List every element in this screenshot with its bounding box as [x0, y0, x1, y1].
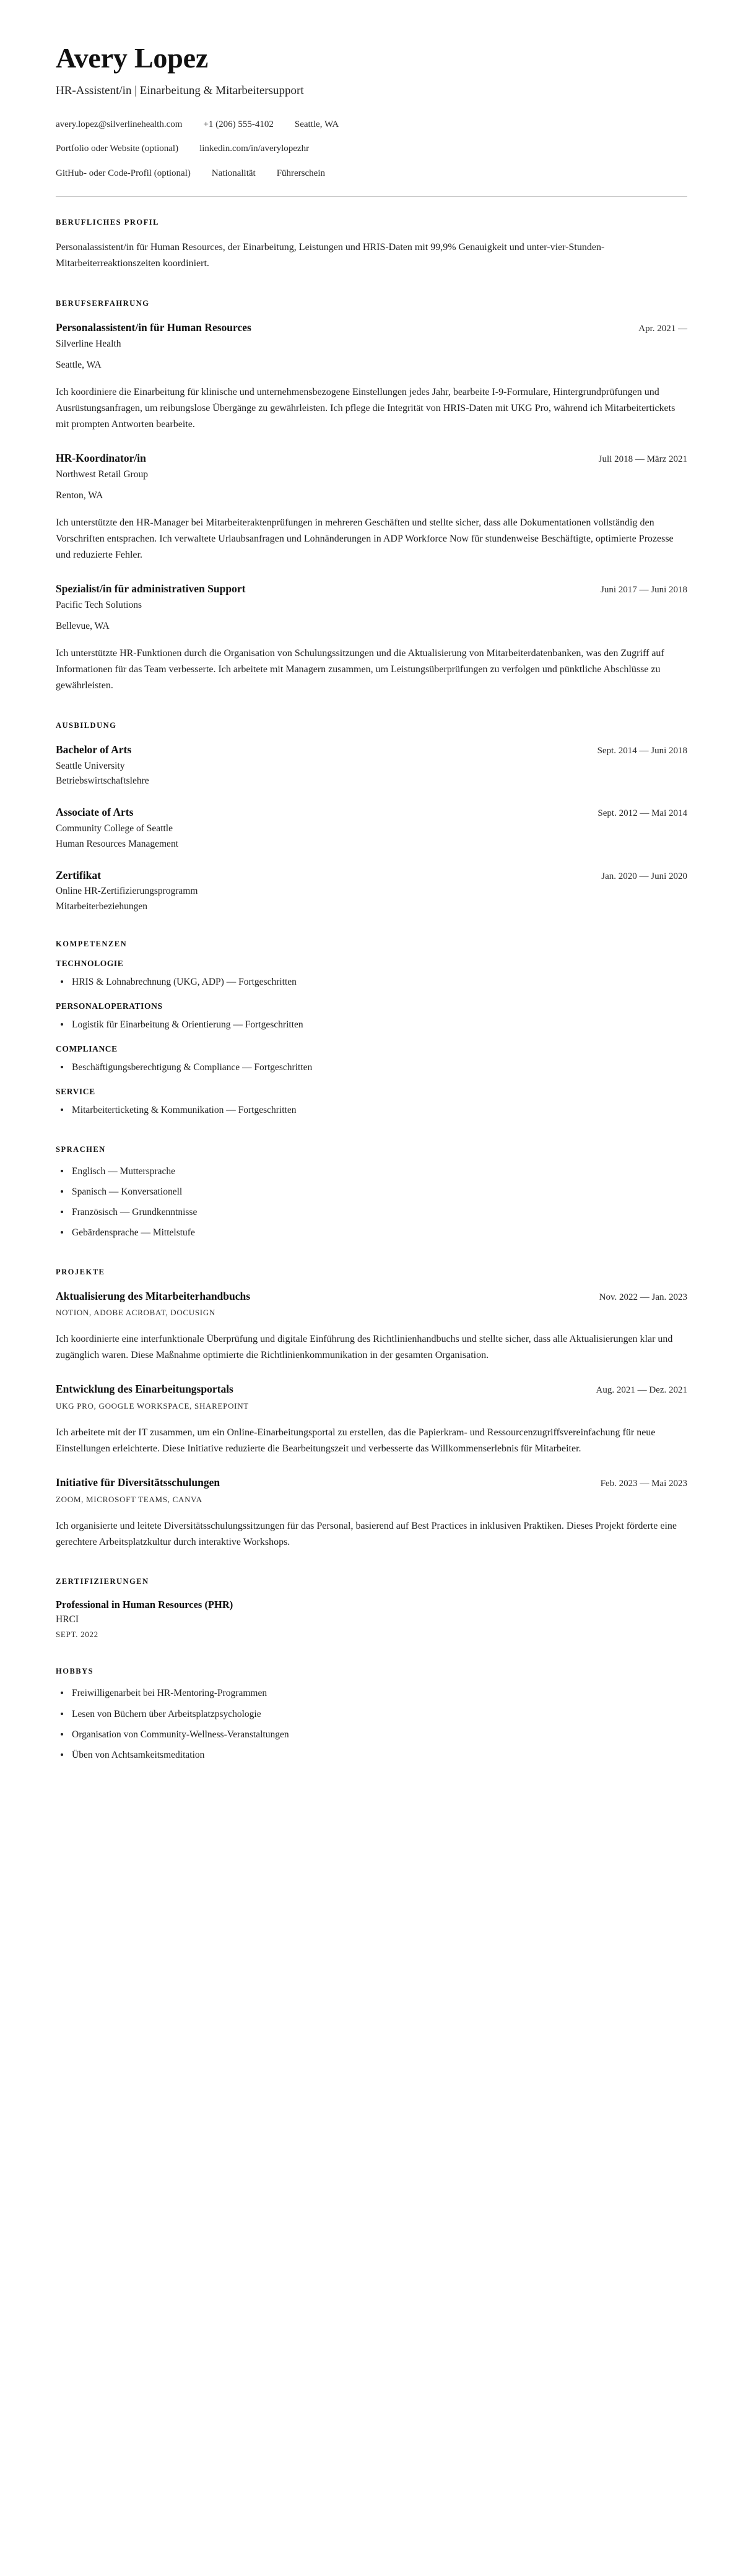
skill-group [56, 1087, 687, 1117]
contact-portfolio[interactable]: Portfolio oder Website (optional) [56, 144, 179, 154]
education-entry-head [56, 868, 687, 883]
project-dates: Nov. 2022 — Jan. 2023 [599, 1292, 687, 1302]
skill-group-title: TECHNOLOGIE [56, 958, 124, 968]
experience-job-title: Personalassistent/in für Human Resources [56, 321, 251, 334]
hobby-item: Organisation von Community-Wellness-Veranstaltungen [56, 1727, 687, 1742]
education-entry [56, 743, 687, 787]
project-entry-head [56, 1289, 687, 1303]
contact-location: Seattle, WA [294, 119, 339, 129]
section-title-profile: BERUFLICHES PROFIL [56, 218, 159, 227]
project-description: Ich organisierte und leitete Diversitätsschulungssitzungen für das Personal, basierend auf Best Practices in inklusiven Praktiken. Dieses Projekt förderte eine gerechtere Arbeitsplatzkultur durch interaktive Workshops. [56, 1520, 677, 1547]
skill-item: Mitarbeiterticketing & Kommunikation — Fortgeschritten [56, 1103, 687, 1117]
contact-email[interactable]: avery.lopez@silverlinehealth.com [56, 119, 183, 129]
experience-description: Ich koordiniere die Einarbeitung für klinische und unternehmensbezogene Einstellungen jedes Jahr, bearbeite I-9-Formulare, Hintergrundprüfungen und Ausrüstungsanfragen, um reibungslose Übergänge zu gewährleisten. Ich pflege die Integrität von HRIS-Daten mit UKG Pro, während ich Mitarbeitertickets mit prompten Antworten bearbeite. [56, 387, 676, 430]
section-title-languages: SPRACHEN [56, 1144, 106, 1154]
education-degree: Bachelor of Arts [56, 743, 132, 756]
section-projects [56, 1268, 687, 1550]
project-dates: Feb. 2023 — Mai 2023 [600, 1478, 687, 1489]
project-title: Aktualisierung des Mitarbeiterhandbuchs [56, 1289, 251, 1302]
experience-entry [56, 582, 687, 694]
section-experience [56, 299, 687, 694]
project-entry [56, 1382, 687, 1457]
candidate-headline: HR-Assistent/in | Einarbeitung & Mitarbeitersupport [56, 84, 304, 98]
section-education [56, 721, 687, 912]
education-school: Community College of Seattle [56, 823, 173, 834]
experience-company: Northwest Retail Group [56, 469, 148, 480]
contact-driver-license: Führerschein [276, 168, 325, 178]
skill-list [56, 1103, 687, 1117]
certification-name: Professional in Human Resources (PHR) [56, 1599, 233, 1611]
education-entry-head [56, 805, 687, 819]
experience-dates: Juli 2018 — März 2021 [598, 454, 687, 465]
experience-company: Pacific Tech Solutions [56, 599, 142, 610]
contact-linkedin[interactable]: linkedin.com/in/averylopezhr [199, 144, 310, 154]
project-entry [56, 1476, 687, 1550]
certification-date: SEPT. 2022 [56, 1630, 98, 1640]
section-title-hobbies: HOBBYS [56, 1667, 94, 1676]
experience-job-title: Spezialist/in für administrativen Support [56, 582, 246, 595]
language-item: Gebärdensprache — Mittelstufe [56, 1225, 687, 1240]
education-dates: Sept. 2014 — Juni 2018 [597, 746, 687, 756]
project-stack: NOTION, ADOBE ACROBAT, DOCUSIGN [56, 1308, 215, 1318]
candidate-name: Avery Lopez [56, 42, 209, 74]
certification-entry [56, 1599, 687, 1640]
project-title: Entwicklung des Einarbeitungsportals [56, 1383, 233, 1396]
education-entry [56, 805, 687, 849]
skill-group [56, 1044, 687, 1074]
language-list [56, 1164, 687, 1240]
skill-group-title: PERSONALOPERATIONS [56, 1001, 163, 1011]
contact-line-2 [56, 142, 687, 156]
experience-entry-head [56, 451, 687, 465]
hobby-item: Lesen von Büchern über Arbeitsplatzpsychologie [56, 1707, 687, 1721]
skill-group-title: COMPLIANCE [56, 1044, 118, 1054]
project-entry-head [56, 1382, 687, 1396]
education-entry-head [56, 743, 687, 757]
contact-line-3 [56, 166, 687, 181]
project-title: Initiative für Diversitätsschulungen [56, 1476, 220, 1489]
education-dates: Sept. 2012 — Mai 2014 [597, 808, 687, 819]
experience-description: Ich unterstützte HR-Funktionen durch die Organisation von Schulungssitzungen und die Aktualisierung von Mitarbeiterdatenbanken, was den Zugriff auf Informationen für das Team verbesserte. Ich arbeitete mit Managern zusammen, um Leistungsüberprüfungen zu verfolgen und pünktliche Abschlüsse zu gewährleisten. [56, 648, 664, 691]
hobby-item: Üben von Achtsamkeitsmeditation [56, 1748, 687, 1762]
skill-list [56, 1060, 687, 1074]
contact-github[interactable]: GitHub- oder Code-Profil (optional) [56, 168, 191, 178]
experience-dates: Juni 2017 — Juni 2018 [600, 585, 687, 595]
skill-item: HRIS & Lohnabrechnung (UKG, ADP) — Fortgeschritten [56, 975, 687, 989]
contact-line-1 [56, 118, 687, 132]
education-school: Seattle University [56, 760, 125, 771]
experience-entry [56, 321, 687, 433]
skill-group [56, 959, 687, 989]
project-description: Ich arbeitete mit der IT zusammen, um ein Online-Einarbeitungsportal zu erstellen, das die Papierkram- und Ressourcenzugriffsvereinfachung für neue Einstellungen erleichterte. Diese Initiative reduzierte die Bearbeitungszeit und verbesserte das Willkommenserlebnis für Mitarbeiter. [56, 1427, 656, 1454]
section-certifications [56, 1577, 687, 1640]
contact-phone[interactable]: +1 (206) 555-4102 [203, 119, 274, 129]
project-entry [56, 1289, 687, 1364]
section-title-projects: PROJEKTE [56, 1267, 105, 1276]
section-title-experience: BERUFSERFAHRUNG [56, 299, 150, 308]
section-title-education: AUSBILDUNG [56, 721, 117, 730]
hobby-item: Freiwilligenarbeit bei HR-Mentoring-Programmen [56, 1686, 687, 1700]
language-item: Französisch — Grundkenntnisse [56, 1205, 687, 1219]
education-degree: Associate of Arts [56, 806, 134, 819]
language-item: Spanisch — Konversationell [56, 1185, 687, 1199]
education-entry [56, 868, 687, 912]
education-dates: Jan. 2020 — Juni 2020 [601, 871, 687, 881]
education-field: Mitarbeiterbeziehungen [56, 901, 148, 912]
skill-list [56, 975, 687, 989]
project-description: Ich koordinierte eine interfunktionale Überprüfung und digitale Einführung des Richtlinienhandbuchs und stellte sicher, dass alle Aktualisierungen klar und zugänglich waren. Diese Maßnahme optimierte die Richtlinienkommunikation in der gesamten Organisation. [56, 1334, 673, 1361]
skill-item: Beschäftigungsberechtigung & Compliance — Fortgeschritten [56, 1060, 687, 1074]
education-field: Betriebswirtschaftslehre [56, 776, 149, 787]
language-item: Englisch — Muttersprache [56, 1164, 687, 1178]
experience-location: Bellevue, WA [56, 621, 110, 632]
education-degree: Zertifikat [56, 868, 101, 881]
experience-location: Seattle, WA [56, 360, 102, 371]
education-school: Online HR-Zertifizierungsprogramm [56, 886, 198, 897]
contact-nationality: Nationalität [211, 168, 256, 178]
section-hobbies [56, 1667, 687, 1762]
section-skills [56, 940, 687, 1118]
experience-entry-head [56, 321, 687, 335]
skill-item: Logistik für Einarbeitung & Orientierung — Fortgeschritten [56, 1018, 687, 1032]
resume-header [56, 43, 687, 180]
experience-entry [56, 451, 687, 563]
experience-dates: Apr. 2021 — [638, 324, 687, 334]
profile-summary-text: Personalassistent/in für Human Resources, der Einarbeitung, Leistungen und HRIS-Daten mit 99,9% Genauigkeit und unter-vier-Stunden-Mitarbeiterreaktionszeiten koordiniert. [56, 242, 605, 269]
project-dates: Aug. 2021 — Dez. 2021 [596, 1385, 687, 1396]
hobby-list [56, 1686, 687, 1762]
project-stack: UKG PRO, GOOGLE WORKSPACE, SHAREPOINT [56, 1401, 249, 1411]
section-title-certifications: ZERTIFIZIERUNGEN [56, 1577, 149, 1586]
skill-group [56, 1001, 687, 1032]
project-stack: ZOOM, MICROSOFT TEAMS, CANVA [56, 1494, 202, 1504]
certification-issuer: HRCI [56, 1614, 79, 1625]
experience-location: Renton, WA [56, 490, 103, 501]
header-divider [56, 196, 687, 197]
section-profile [56, 218, 687, 272]
experience-company: Silverline Health [56, 339, 121, 349]
experience-entry-head [56, 582, 687, 596]
experience-description: Ich unterstützte den HR-Manager bei Mitarbeiteraktenprüfungen in mehreren Geschäften und stellte sicher, dass alle Dokumentationen vollständig den Vorschriften entsprachen. Ich verwaltete Urlaubsanfragen und Lohnänderungen in ADP Workforce Now für stundenweise Beschäftigte, optimierte Prozesse und reduzierte Fehler. [56, 517, 674, 561]
education-field: Human Resources Management [56, 838, 178, 849]
skill-list [56, 1018, 687, 1032]
section-title-skills: KOMPETENZEN [56, 939, 128, 948]
project-entry-head [56, 1476, 687, 1490]
experience-job-title: HR-Koordinator/in [56, 452, 146, 465]
section-languages [56, 1145, 687, 1240]
skill-group-title: SERVICE [56, 1087, 95, 1097]
